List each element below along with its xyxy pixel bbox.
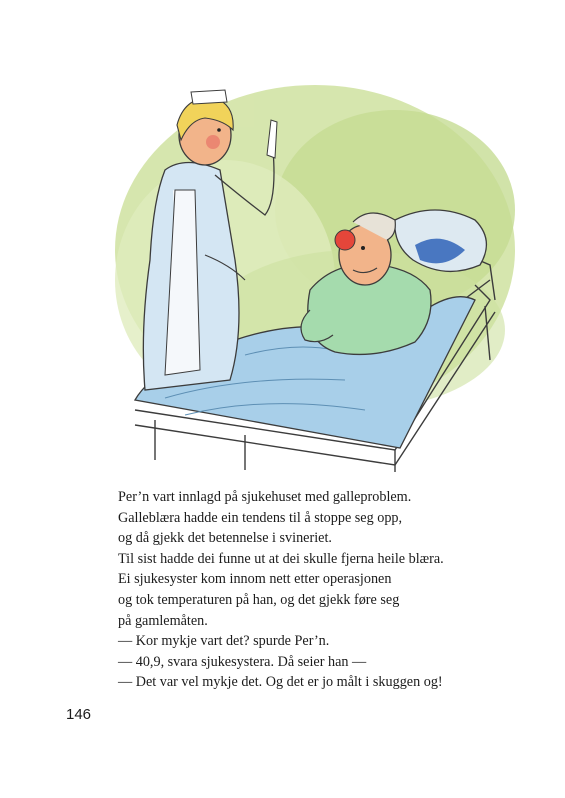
page-number: 146: [66, 706, 92, 723]
dialogue-line: — Kor mykje vart det? spurde Per’n.: [118, 633, 330, 650]
story-line: og tok temperaturen på han, og det gjekk føre seg: [118, 591, 400, 608]
story-line: Galleblæra hadde ein tendens til å stoppe seg opp,: [118, 509, 403, 526]
story-line: og då gjekk det betennelse i svineriet.: [118, 530, 332, 547]
story-line: Ei sjukesyster kom innom nett etter operasjonen: [118, 571, 392, 588]
hospital-illustration: [95, 80, 515, 480]
story-line: Til sist hadde dei funne ut at dei skulle fjerna heile blæra.: [118, 550, 444, 567]
story-line: Per’n vart innlagd på sjukehuset med galleproblem.: [118, 489, 412, 505]
story-text: [118, 487, 538, 693]
story-line: på gamlemåten.: [118, 612, 208, 629]
dialogue-line: — 40,9, svara sjukesystera. Då seier han —: [118, 653, 367, 670]
dialogue-line: — Det var vel mykje det. Og det er jo målt i skuggen og!: [118, 674, 443, 691]
